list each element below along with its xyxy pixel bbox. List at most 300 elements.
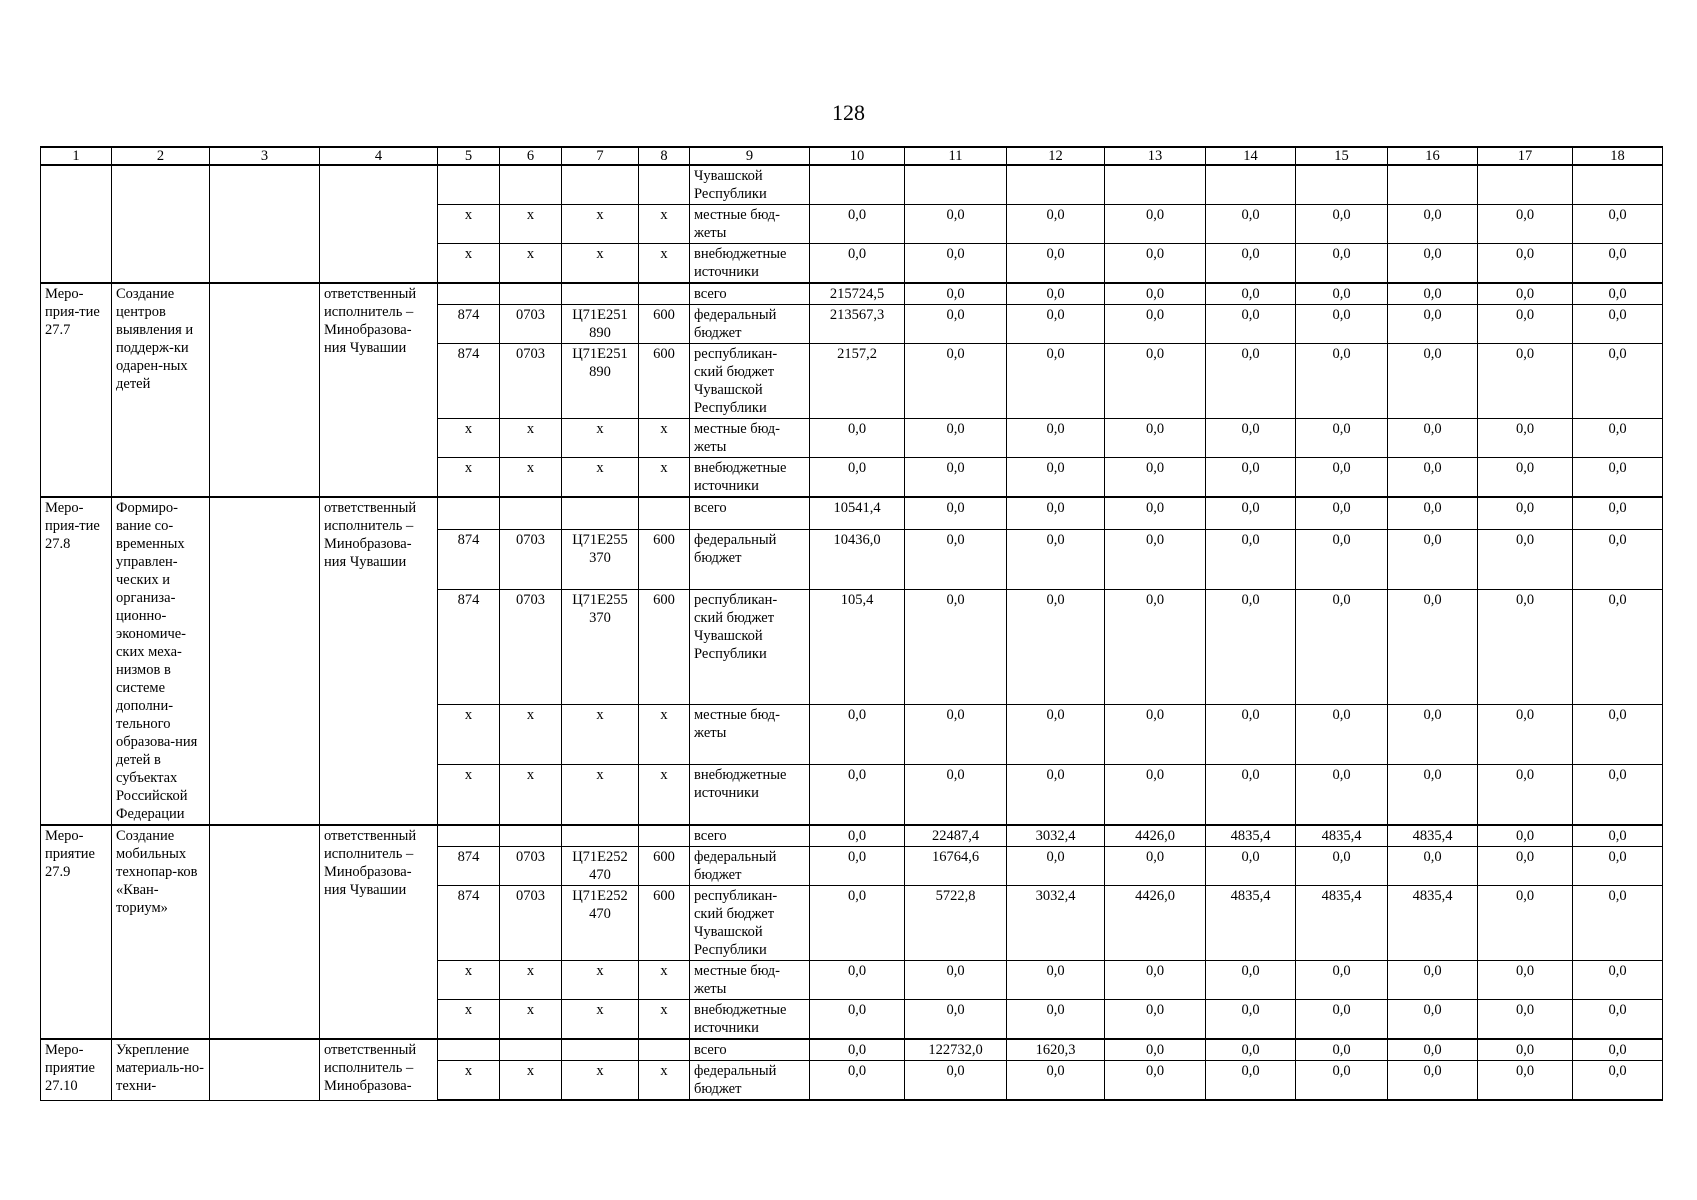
cell-funding-source: внебюджетные источники [690, 1000, 810, 1040]
cell-amount-col-11: 0,0 [905, 961, 1007, 1000]
cell-amount-col-11: 0,0 [905, 705, 1007, 765]
cell-amount-col-11: 22487,4 [905, 825, 1007, 847]
cell-amount-col-11: 0,0 [905, 1000, 1007, 1040]
event-name: Создание центров выявления и поддерж-ки одарен-ных детей [112, 283, 210, 497]
cell-amount-col-15: 0,0 [1296, 1039, 1388, 1061]
cell-amount-col-10: 0,0 [810, 1039, 905, 1061]
budget-table [40, 146, 1663, 1101]
cell-amount-col-11: 0,0 [905, 305, 1007, 344]
cell-target-article: x [562, 764, 639, 825]
cell-amount-col-10: 0,0 [810, 244, 905, 284]
event-label: Меро-приятие 27.9 [41, 825, 112, 1039]
cell-amount-col-15: 0,0 [1296, 205, 1388, 244]
column-number-18: 18 [1573, 147, 1663, 165]
cell-amount-col-13: 4426,0 [1105, 825, 1206, 847]
cell-amount-col-18: 0,0 [1573, 590, 1663, 705]
cell-amount-col-13: 0,0 [1105, 205, 1206, 244]
cell-amount-col-10: 0,0 [810, 705, 905, 765]
column-number-14: 14 [1206, 147, 1296, 165]
column-number-row [41, 147, 1663, 165]
cell-amount-col-10: 0,0 [810, 825, 905, 847]
cell-section [500, 497, 562, 530]
cell-amount-col-16: 0,0 [1388, 458, 1478, 498]
cell-amount-col-11: 0,0 [905, 205, 1007, 244]
cell-amount-col-15: 0,0 [1296, 590, 1388, 705]
cell-amount-col-11: 122732,0 [905, 1039, 1007, 1061]
cell-target-article: x [562, 419, 639, 458]
event-goal [210, 497, 320, 825]
cell-amount-col-12: 0,0 [1007, 283, 1105, 305]
cell-grbs: x [438, 458, 500, 498]
cell-executor [320, 165, 438, 283]
table-row [41, 497, 1663, 530]
cell-grbs [438, 283, 500, 305]
cell-goal [210, 165, 320, 283]
cell-expense-group [639, 1039, 690, 1061]
column-number-16: 16 [1388, 147, 1478, 165]
column-number-13: 13 [1105, 147, 1206, 165]
cell-amount-col-16: 0,0 [1388, 244, 1478, 284]
cell-section: x [500, 458, 562, 498]
cell-event-name [112, 165, 210, 283]
cell-grbs: x [438, 961, 500, 1000]
cell-target-article: x [562, 458, 639, 498]
cell-grbs: x [438, 419, 500, 458]
column-number-17: 17 [1478, 147, 1573, 165]
cell-amount-col-14: 0,0 [1206, 764, 1296, 825]
cell-amount-col-15: 0,0 [1296, 1061, 1388, 1101]
cell-amount-col-12: 0,0 [1007, 590, 1105, 705]
cell-amount-col-17: 0,0 [1478, 344, 1573, 419]
cell-amount-col-10: 105,4 [810, 590, 905, 705]
cell-amount-col-12: 3032,4 [1007, 825, 1105, 847]
cell-amount-col-13: 0,0 [1105, 497, 1206, 530]
cell-amount-col-14: 0,0 [1206, 497, 1296, 530]
cell-expense-group: x [639, 1061, 690, 1101]
cell-grbs: 874 [438, 590, 500, 705]
cell-funding-source: республикан-ский бюджет Чувашской Республики [690, 886, 810, 961]
cell-amount-col-10 [810, 165, 905, 205]
cell-amount-col-14: 0,0 [1206, 590, 1296, 705]
cell-amount-col-18: 0,0 [1573, 1039, 1663, 1061]
cell-amount-col-18: 0,0 [1573, 530, 1663, 590]
cell-amount-col-16: 0,0 [1388, 1039, 1478, 1061]
cell-amount-col-17: 0,0 [1478, 705, 1573, 765]
event-executor: ответственный исполнитель – Минобразова-ния Чувашии [320, 825, 438, 1039]
cell-amount-col-15: 0,0 [1296, 244, 1388, 284]
event-goal [210, 825, 320, 1039]
cell-amount-col-11: 0,0 [905, 344, 1007, 419]
cell-amount-col-10: 0,0 [810, 764, 905, 825]
cell-amount-col-10: 0,0 [810, 1061, 905, 1101]
cell-amount-col-16: 0,0 [1388, 305, 1478, 344]
cell-amount-col-18: 0,0 [1573, 305, 1663, 344]
cell-grbs: x [438, 244, 500, 284]
cell-expense-group: x [639, 458, 690, 498]
cell-amount-col-11: 0,0 [905, 497, 1007, 530]
event-name: Формиро-вание со-временных управлен-ческих и организа-ционно-экономиче-ских меха-низмов в системе дополни-тельного образова-ния детей в субъектах Российской Федерации [112, 497, 210, 825]
cell-target-article: Ц71Е251 890 [562, 305, 639, 344]
cell-funding-source: федеральный бюджет [690, 1061, 810, 1101]
cell-amount-col-11 [905, 165, 1007, 205]
cell-amount-col-15: 0,0 [1296, 764, 1388, 825]
cell-amount-col-13: 0,0 [1105, 344, 1206, 419]
column-number-9: 9 [690, 147, 810, 165]
cell-amount-col-12: 0,0 [1007, 961, 1105, 1000]
cell-expense-group: 600 [639, 847, 690, 886]
cell-amount-col-16: 0,0 [1388, 419, 1478, 458]
cell-section: x [500, 1061, 562, 1101]
cell-amount-col-13: 0,0 [1105, 590, 1206, 705]
cell-amount-col-11: 0,0 [905, 590, 1007, 705]
cell-amount-col-16: 0,0 [1388, 530, 1478, 590]
cell-section: x [500, 419, 562, 458]
cell-expense-group [639, 283, 690, 305]
column-number-10: 10 [810, 147, 905, 165]
table-row [41, 1039, 1663, 1061]
cell-amount-col-16: 0,0 [1388, 1000, 1478, 1040]
cell-amount-col-17: 0,0 [1478, 1000, 1573, 1040]
cell-amount-col-14: 0,0 [1206, 847, 1296, 886]
cell-section: 0703 [500, 886, 562, 961]
cell-target-article: x [562, 705, 639, 765]
cell-amount-col-15: 0,0 [1296, 305, 1388, 344]
cell-amount-col-18: 0,0 [1573, 764, 1663, 825]
cell-section: x [500, 961, 562, 1000]
cell-section: x [500, 244, 562, 284]
event-goal [210, 283, 320, 497]
column-number-4: 4 [320, 147, 438, 165]
column-number-12: 12 [1007, 147, 1105, 165]
cell-expense-group: x [639, 705, 690, 765]
cell-amount-col-15: 4835,4 [1296, 825, 1388, 847]
cell-amount-col-12: 0,0 [1007, 205, 1105, 244]
cell-amount-col-14: 0,0 [1206, 244, 1296, 284]
cell-amount-col-10: 0,0 [810, 205, 905, 244]
cell-amount-col-14: 0,0 [1206, 283, 1296, 305]
cell-funding-source: местные бюд-жеты [690, 205, 810, 244]
cell-grbs: x [438, 764, 500, 825]
cell-funding-source: местные бюд-жеты [690, 419, 810, 458]
cell-amount-col-13: 0,0 [1105, 305, 1206, 344]
cell-amount-col-11: 0,0 [905, 283, 1007, 305]
column-number-6: 6 [500, 147, 562, 165]
cell-grbs: 874 [438, 847, 500, 886]
cell-funding-source: республикан-ский бюджет Чувашской Республики [690, 344, 810, 419]
column-number-8: 8 [639, 147, 690, 165]
cell-amount-col-18: 0,0 [1573, 244, 1663, 284]
cell-amount-col-11: 5722,8 [905, 886, 1007, 961]
cell-amount-col-12: 0,0 [1007, 344, 1105, 419]
cell-funding-source: внебюджетные источники [690, 458, 810, 498]
cell-target-article [562, 283, 639, 305]
cell-amount-col-18: 0,0 [1573, 419, 1663, 458]
cell-status [41, 165, 112, 283]
cell-amount-col-14: 0,0 [1206, 419, 1296, 458]
event-label: Меро-приятие 27.10 [41, 1039, 112, 1100]
cell-section: 0703 [500, 344, 562, 419]
cell-amount-col-14: 0,0 [1206, 530, 1296, 590]
cell-amount-col-16: 0,0 [1388, 847, 1478, 886]
cell-section: x [500, 1000, 562, 1040]
event-executor: ответственный исполнитель – Минобразова- [320, 1039, 438, 1100]
cell-amount-col-15: 4835,4 [1296, 886, 1388, 961]
cell-amount-col-17: 0,0 [1478, 961, 1573, 1000]
cell-amount-col-17: 0,0 [1478, 458, 1573, 498]
cell-amount-col-12: 0,0 [1007, 1000, 1105, 1040]
cell-amount-col-15: 0,0 [1296, 458, 1388, 498]
cell-amount-col-13: 0,0 [1105, 419, 1206, 458]
cell-grbs: x [438, 1000, 500, 1040]
event-label: Меро-прия-тие 27.8 [41, 497, 112, 825]
cell-section [500, 825, 562, 847]
cell-amount-col-14: 0,0 [1206, 961, 1296, 1000]
cell-amount-col-16: 0,0 [1388, 283, 1478, 305]
cell-section: 0703 [500, 530, 562, 590]
cell-amount-col-18: 0,0 [1573, 961, 1663, 1000]
cell-funding-source: федеральный бюджет [690, 530, 810, 590]
cell-grbs: 874 [438, 344, 500, 419]
cell-target-article: Ц71Е252 470 [562, 847, 639, 886]
cell-expense-group [639, 825, 690, 847]
column-number-5: 5 [438, 147, 500, 165]
cell-amount-col-10: 0,0 [810, 458, 905, 498]
cell-expense-group [639, 165, 690, 205]
cell-grbs [438, 825, 500, 847]
cell-funding-source: всего [690, 497, 810, 530]
cell-grbs: 874 [438, 886, 500, 961]
cell-target-article: x [562, 1000, 639, 1040]
cell-amount-col-11: 0,0 [905, 1061, 1007, 1101]
cell-amount-col-18: 0,0 [1573, 847, 1663, 886]
cell-amount-col-12: 0,0 [1007, 847, 1105, 886]
column-number-3: 3 [210, 147, 320, 165]
event-executor: ответственный исполнитель – Минобразова-ния Чувашии [320, 283, 438, 497]
cell-amount-col-15: 0,0 [1296, 283, 1388, 305]
cell-amount-col-15: 0,0 [1296, 344, 1388, 419]
cell-target-article [562, 497, 639, 530]
cell-amount-col-16: 0,0 [1388, 344, 1478, 419]
cell-amount-col-12: 0,0 [1007, 497, 1105, 530]
cell-amount-col-17: 0,0 [1478, 205, 1573, 244]
cell-amount-col-13: 0,0 [1105, 961, 1206, 1000]
cell-amount-col-14 [1206, 165, 1296, 205]
cell-amount-col-10: 0,0 [810, 1000, 905, 1040]
cell-amount-col-18: 0,0 [1573, 497, 1663, 530]
cell-amount-col-16: 0,0 [1388, 1061, 1478, 1101]
cell-amount-col-12: 0,0 [1007, 419, 1105, 458]
cell-funding-source: местные бюд-жеты [690, 705, 810, 765]
cell-amount-col-18: 0,0 [1573, 205, 1663, 244]
cell-grbs [438, 497, 500, 530]
cell-amount-col-10: 0,0 [810, 886, 905, 961]
cell-amount-col-14: 0,0 [1206, 1000, 1296, 1040]
cell-grbs: 874 [438, 305, 500, 344]
cell-amount-col-16: 4835,4 [1388, 825, 1478, 847]
cell-amount-col-14: 0,0 [1206, 1061, 1296, 1101]
event-name: Укрепление материаль-но-техни- [112, 1039, 210, 1100]
column-number-15: 15 [1296, 147, 1388, 165]
cell-amount-col-12: 0,0 [1007, 530, 1105, 590]
cell-funding-source: республикан-ский бюджет Чувашской Республики [690, 590, 810, 705]
cell-amount-col-12: 3032,4 [1007, 886, 1105, 961]
cell-amount-col-13: 0,0 [1105, 847, 1206, 886]
cell-target-article: Ц71Е255 370 [562, 530, 639, 590]
cell-amount-col-13: 0,0 [1105, 1000, 1206, 1040]
cell-target-article: Ц71Е251 890 [562, 344, 639, 419]
cell-amount-col-16: 4835,4 [1388, 886, 1478, 961]
page-number: 128 [832, 100, 865, 125]
cell-amount-col-10: 0,0 [810, 847, 905, 886]
cell-amount-col-17: 0,0 [1478, 419, 1573, 458]
event-name: Создание мобильных технопар-ков «Кван-ториум» [112, 825, 210, 1039]
event-executor: ответственный исполнитель – Минобразова-ния Чувашии [320, 497, 438, 825]
cell-amount-col-17: 0,0 [1478, 825, 1573, 847]
cell-amount-col-17: 0,0 [1478, 1039, 1573, 1061]
cell-amount-col-18: 0,0 [1573, 886, 1663, 961]
cell-amount-col-14: 4835,4 [1206, 886, 1296, 961]
cell-funding-source: внебюджетные источники [690, 764, 810, 825]
cell-amount-col-17: 0,0 [1478, 847, 1573, 886]
cell-amount-col-18: 0,0 [1573, 344, 1663, 419]
cell-amount-col-13: 0,0 [1105, 244, 1206, 284]
cell-amount-col-11: 16764,6 [905, 847, 1007, 886]
table-row [41, 283, 1663, 305]
event-goal [210, 1039, 320, 1100]
cell-amount-col-10: 0,0 [810, 961, 905, 1000]
cell-expense-group: x [639, 764, 690, 825]
cell-amount-col-11: 0,0 [905, 244, 1007, 284]
cell-target-article [562, 165, 639, 205]
cell-amount-col-12: 0,0 [1007, 244, 1105, 284]
cell-amount-col-15: 0,0 [1296, 705, 1388, 765]
cell-amount-col-14: 0,0 [1206, 458, 1296, 498]
cell-target-article [562, 1039, 639, 1061]
cell-amount-col-16: 0,0 [1388, 590, 1478, 705]
cell-amount-col-13: 0,0 [1105, 1061, 1206, 1101]
cell-amount-col-16: 0,0 [1388, 497, 1478, 530]
cell-funding-source: Чувашской Республики [690, 165, 810, 205]
cell-amount-col-18: 0,0 [1573, 1061, 1663, 1101]
column-number-11: 11 [905, 147, 1007, 165]
cell-expense-group: x [639, 961, 690, 1000]
cell-amount-col-17: 0,0 [1478, 530, 1573, 590]
cell-amount-col-15: 0,0 [1296, 961, 1388, 1000]
cell-expense-group [639, 497, 690, 530]
cell-amount-col-10: 10436,0 [810, 530, 905, 590]
column-number-2: 2 [112, 147, 210, 165]
cell-amount-col-10: 2157,2 [810, 344, 905, 419]
cell-grbs: x [438, 705, 500, 765]
cell-amount-col-13: 0,0 [1105, 705, 1206, 765]
cell-target-article [562, 825, 639, 847]
cell-funding-source: федеральный бюджет [690, 847, 810, 886]
cell-section: x [500, 205, 562, 244]
cell-amount-col-16: 0,0 [1388, 205, 1478, 244]
cell-section: x [500, 705, 562, 765]
cell-expense-group: x [639, 419, 690, 458]
cell-section [500, 1039, 562, 1061]
cell-amount-col-14: 0,0 [1206, 344, 1296, 419]
table-row [41, 825, 1663, 847]
cell-amount-col-17: 0,0 [1478, 1061, 1573, 1101]
cell-expense-group: 600 [639, 305, 690, 344]
cell-amount-col-18: 0,0 [1573, 283, 1663, 305]
cell-grbs: 874 [438, 530, 500, 590]
cell-amount-col-14: 0,0 [1206, 205, 1296, 244]
cell-amount-col-12: 0,0 [1007, 458, 1105, 498]
cell-section [500, 165, 562, 205]
cell-amount-col-10: 0,0 [810, 419, 905, 458]
cell-target-article: Ц71Е255 370 [562, 590, 639, 705]
cell-amount-col-15 [1296, 165, 1388, 205]
cell-expense-group: 600 [639, 886, 690, 961]
cell-target-article: x [562, 961, 639, 1000]
cell-amount-col-17: 0,0 [1478, 283, 1573, 305]
cell-amount-col-16: 0,0 [1388, 764, 1478, 825]
cell-amount-col-18: 0,0 [1573, 1000, 1663, 1040]
cell-target-article: Ц71Е252 470 [562, 886, 639, 961]
cell-expense-group: 600 [639, 590, 690, 705]
cell-amount-col-18: 0,0 [1573, 458, 1663, 498]
cell-amount-col-14: 0,0 [1206, 305, 1296, 344]
cell-amount-col-12 [1007, 165, 1105, 205]
cell-amount-col-18 [1573, 165, 1663, 205]
cell-amount-col-11: 0,0 [905, 458, 1007, 498]
cell-expense-group: 600 [639, 344, 690, 419]
cell-section: 0703 [500, 590, 562, 705]
cell-amount-col-17: 0,0 [1478, 305, 1573, 344]
cell-amount-col-18: 0,0 [1573, 825, 1663, 847]
cell-amount-col-11: 0,0 [905, 419, 1007, 458]
cell-amount-col-16: 0,0 [1388, 705, 1478, 765]
cell-amount-col-15: 0,0 [1296, 847, 1388, 886]
cell-amount-col-17 [1478, 165, 1573, 205]
cell-funding-source: внебюджетные источники [690, 244, 810, 284]
cell-amount-col-14: 0,0 [1206, 1039, 1296, 1061]
cell-funding-source: всего [690, 1039, 810, 1061]
cell-grbs: x [438, 205, 500, 244]
cell-funding-source: всего [690, 825, 810, 847]
column-number-7: 7 [562, 147, 639, 165]
cell-amount-col-16: 0,0 [1388, 961, 1478, 1000]
cell-section [500, 283, 562, 305]
cell-amount-col-12: 0,0 [1007, 764, 1105, 825]
cell-target-article: x [562, 205, 639, 244]
cell-amount-col-15: 0,0 [1296, 419, 1388, 458]
cell-amount-col-15: 0,0 [1296, 497, 1388, 530]
cell-amount-col-13 [1105, 165, 1206, 205]
cell-amount-col-13: 0,0 [1105, 764, 1206, 825]
cell-amount-col-11: 0,0 [905, 764, 1007, 825]
cell-amount-col-12: 0,0 [1007, 705, 1105, 765]
cell-target-article: x [562, 244, 639, 284]
cell-amount-col-14: 4835,4 [1206, 825, 1296, 847]
cell-amount-col-16 [1388, 165, 1478, 205]
cell-amount-col-17: 0,0 [1478, 764, 1573, 825]
cell-expense-group: x [639, 1000, 690, 1040]
cell-grbs [438, 165, 500, 205]
cell-amount-col-12: 0,0 [1007, 1061, 1105, 1101]
cell-amount-col-17: 0,0 [1478, 497, 1573, 530]
cell-target-article: x [562, 1061, 639, 1101]
cell-amount-col-17: 0,0 [1478, 886, 1573, 961]
column-number-1: 1 [41, 147, 112, 165]
cell-expense-group: x [639, 205, 690, 244]
cell-grbs: x [438, 1061, 500, 1101]
cell-section: 0703 [500, 847, 562, 886]
cell-amount-col-13: 0,0 [1105, 283, 1206, 305]
